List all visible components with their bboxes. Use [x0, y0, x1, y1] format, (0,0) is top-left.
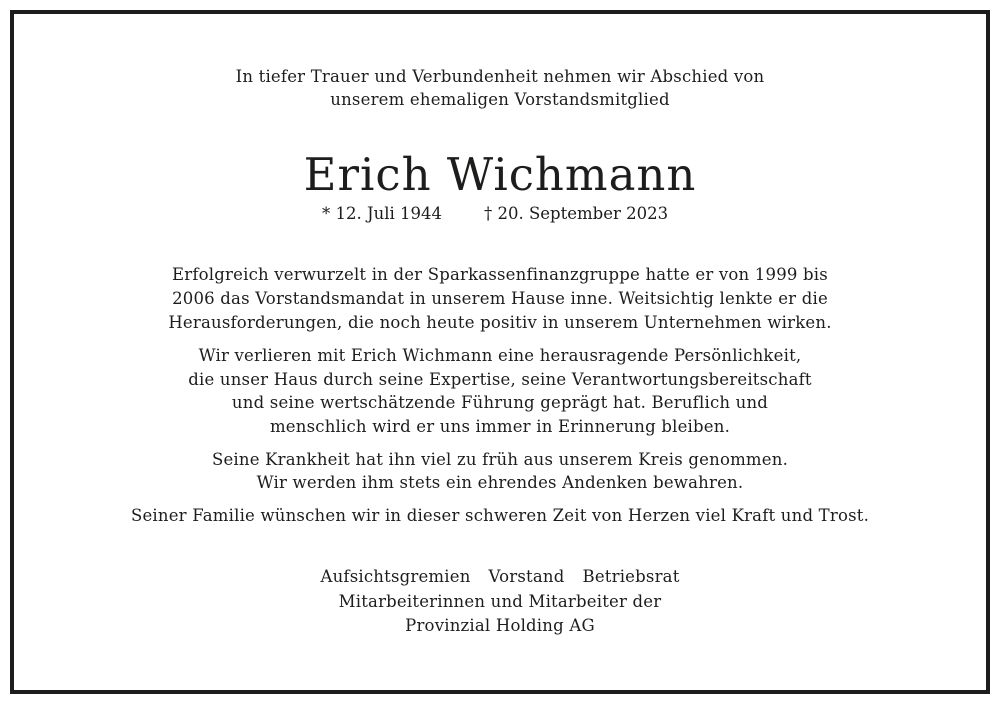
text-line: die unser Haus durch seine Expertise, seine Verantwortungsbereitschaft — [188, 370, 812, 389]
signature-company: Provinzial Holding AG — [405, 616, 595, 635]
signature-line: Mitarbeiterinnen und Mitarbeiter der — [338, 592, 662, 611]
text-line: 2006 das Vorstandsmandat in unserem Hause inne. Weitsichtig lenkte er die — [172, 289, 828, 308]
text-line: Wir werden ihm stets ein ehrendes Andenken bewahren. — [256, 473, 744, 492]
signature-group: Betriebsrat — [582, 567, 680, 586]
text-line: Seiner Familie wünschen wir in dieser schweren Zeit von Herzen viel Kraft und Trost. — [130, 506, 870, 525]
death-date: † 20. September 2023 — [484, 204, 669, 223]
signature-group: Aufsichtsgremien — [320, 567, 471, 586]
text-line: Herausforderungen, die noch heute positiv in unserem Unternehmen wirken. — [168, 313, 832, 332]
text-line: Erfolgreich verwurzelt in der Sparkassenfinanzgruppe hatte er von 1999 bis — [172, 265, 828, 284]
signature-groups — [0, 566, 1000, 588]
text-line: und seine wertschätzende Führung geprägt hat. Beruflich und — [231, 393, 769, 412]
deceased-name: Erich Wichmann — [303, 148, 697, 201]
text-line: menschlich wird er uns immer in Erinnerung bleiben. — [269, 417, 731, 436]
birth-date: * 12. Juli 1944 — [322, 204, 443, 223]
text-line: Wir verlieren mit Erich Wichmann eine herausragende Persönlichkeit, — [198, 346, 802, 365]
text-line: Seine Krankheit hat ihn viel zu früh aus unserem Kreis genommen. — [211, 450, 789, 469]
intro-line: unserem ehemaligen Vorstandsmitglied — [330, 90, 670, 109]
intro-line: In tiefer Trauer und Verbundenheit nehmen wir Abschied von — [235, 67, 765, 86]
signature-group: Vorstand — [488, 567, 565, 586]
